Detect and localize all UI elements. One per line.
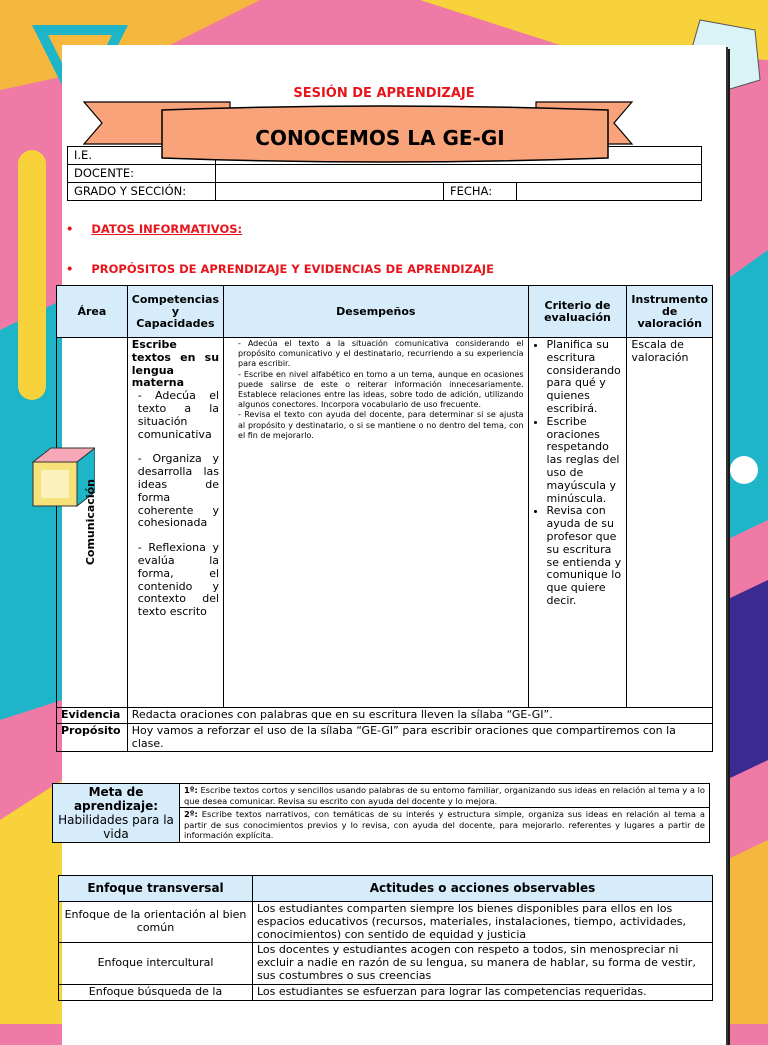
section-propositos: [66, 262, 494, 276]
col-desempenos: Desempeños: [224, 286, 529, 338]
meta-label: Meta de aprendizaje:: [73, 785, 159, 813]
enfoque-action: Los estudiantes se esfuerzan para lograr las competencias requeridas.: [253, 984, 713, 1000]
proposito-text: Hoy vamos a reforzar el uso de la sílaba “GE-GI” para escribir oraciones que compartiremos con la clase.: [127, 723, 712, 752]
capacidad-item: - Adecúa el texto a la situación comunicativa: [137, 389, 220, 441]
instrumento-cell: Escala de valoración: [627, 338, 713, 708]
meta-table: [52, 783, 710, 843]
competencias-cell: [127, 338, 223, 708]
meta-cell: [53, 784, 180, 843]
enfoque-action: Los docentes y estudiantes acogen con respeto a todos, sin menospreciar ni excluir a nadie en razón de su lengua, su manera de hablar, su forma de vestir, sus costumbres o sus creencias: [253, 943, 713, 984]
desempeno-item: - Revisa el texto con ayuda del docente, para determinar si se ajusta al propósito y destinatario, o si se mantiene o no dentro del tema, con el fin de mejorarlo.: [238, 410, 524, 440]
competencias-table: [56, 285, 713, 752]
area-cell: [57, 338, 128, 708]
col-criterio: Criterio de evaluación: [528, 286, 627, 338]
enfoque-name: Enfoque búsqueda de la: [59, 984, 253, 1000]
page-title: CONOCEMOS LA GE-GI: [255, 126, 505, 150]
capacidad-item: - Organiza y desarrolla las ideas de forma coherente y cohesionada: [137, 452, 220, 530]
competencia-title: Escribe textos en su lengua materna: [131, 338, 220, 390]
criterio-item: • Revisa con ayuda de su profesor que su escritura se entienda y comunique lo que quiere decir.: [547, 505, 623, 607]
ie-label: I.E.: [68, 147, 216, 165]
criterio-item: • Planifica su escritura considerando para qué y quienes escribirá.: [547, 339, 623, 416]
meta-item-2: 2º: Escribe textos narrativos, con temáticas de su interés y estructura simple, organiza sus ideas en relación al tema a partir de sus conocimientos previos y lo revisa, con ayuda del docente, para mejorarlo. referentes y lugares a partir de información explícita.: [180, 808, 710, 843]
section-datos: [66, 222, 242, 236]
desempenos-cell: [224, 338, 529, 708]
bullet-icon: •: [66, 222, 74, 236]
section-propositos-label: PROPÓSITOS DE APRENDIZAJE Y EVIDENCIAS DE APRENDIZAJE: [91, 262, 494, 276]
fecha-value[interactable]: [517, 183, 702, 201]
criterio-item: • Escribe oraciones respetando las reglas del uso de mayúscula y minúscula.: [547, 416, 623, 506]
enfoque-name: Enfoque intercultural: [59, 943, 253, 984]
meta-sub: Habilidades para la vida: [58, 813, 174, 841]
actitudes-header: Actitudes o acciones observables: [253, 876, 713, 902]
fecha-label: FECHA:: [444, 183, 517, 201]
evidencia-label: Evidencia: [57, 708, 128, 724]
session-label: SESIÓN DE APRENDIZAJE: [293, 86, 475, 101]
enfoque-name: Enfoque de la orientación al bien común: [59, 902, 253, 943]
proposito-label: Propósito: [57, 723, 128, 752]
desempeno-item: - Escribe en nivel alfabético en torno a un tema, aunque en ocasiones puede salirse de este o reiterar información innecesariamente. Establece relaciones entre las ideas, sobre todo de adición, utilizando algunos conectores. Incorpora vocabulario de uso frecuente.: [238, 369, 524, 410]
capacidad-item: - Reflexiona y evalúa la forma, el contenido y contexto del texto escrito: [137, 541, 220, 619]
enfoque-header: Enfoque transversal: [59, 876, 253, 902]
desempeno-item: - Adecúa el texto a la situación comunicativa considerando el propósito comunicativo y el destinatario, recurriendo a su experiencia para escribir.: [238, 339, 524, 369]
meta-item-1: 1º: Escribe textos cortos y sencillos usando palabras de su entorno familiar, organizando sus ideas en relación al tema y a lo que desea comunicar. Revisa su escrito con ayuda del docente y lo mejora.: [180, 784, 710, 808]
grado-value[interactable]: [216, 183, 444, 201]
section-datos-label: DATOS INFORMATIVOS:: [91, 222, 243, 236]
docente-label: DOCENTE:: [68, 165, 216, 183]
area-label: Comunicación: [84, 479, 98, 566]
col-competencias: Competencias y Capacidades: [127, 286, 223, 338]
evidencia-text: Redacta oraciones con palabras que en su escritura lleven la sílaba “GE-GI”.: [127, 708, 712, 724]
enfoque-action: Los estudiantes comparten siempre los bienes disponibles para ellos en los espacios educativos (recursos, materiales, instalaciones, tiempo, actividades, conocimientos) con sentido de equidad y justicia: [253, 902, 713, 943]
bullet-icon: •: [66, 262, 74, 276]
col-instrumento: Instrumento de valoración: [627, 286, 713, 338]
grado-label: GRADO Y SECCIÓN:: [68, 183, 216, 201]
enfoques-table: [58, 875, 713, 1001]
criterio-cell: [528, 338, 627, 708]
col-area: Área: [57, 286, 128, 338]
